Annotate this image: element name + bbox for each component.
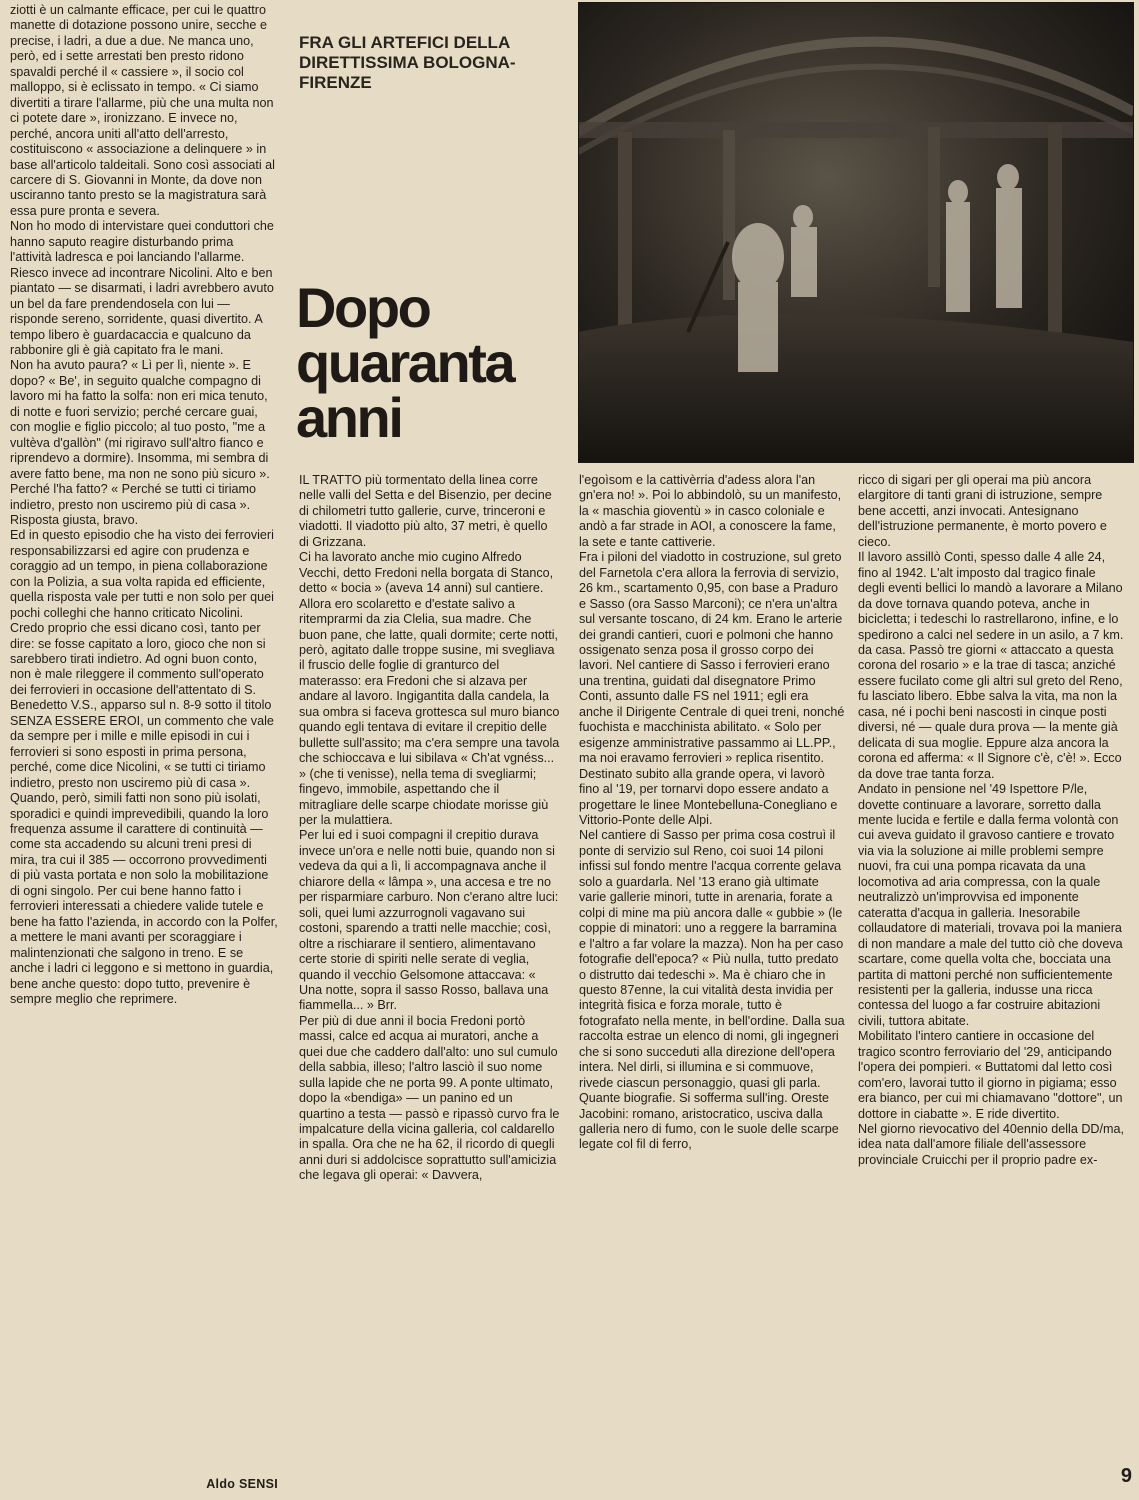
column-3-text [579, 473, 845, 1475]
page-number: 9 [1120, 1465, 1132, 1487]
author-byline: Aldo SENSI [206, 1477, 278, 1491]
column-4-paragraphs: ricco di sigari per gli operai ma più ancora elargitore di tanti grani di istruzione, sempre bene accetti, anzi invocati. Antesignano dell'istruzione permanente, è morto povero e cieco. Il lavoro assillò Conti, spesso dalle 4 alle 24, fino al 1942. L'alt imposto dal tragico finale degli eventi bellici lo mandò a lavorare a Milano da dove tornava quando poteva, anche in bicicletta; i tedeschi lo rastrellarono, infine, e lo spedirono a calci nel sedere in un asilo, a 7 km. da casa. Passò tre giorni « attaccato a questa corona del rosario » e la trae di tasca; anziché essere fucilato come gli altri sul greto del Reno, fu lasciato libero. Ebbe salva la vita, ma non la casa, né i pochi beni nascosti in cinque posti diversi, né — quale dura prova — la mente già delicata di sua moglie. Eppure alza ancora la corona ed afferma: « Il Signore c'è, c'è! ». Ecco da dove trae tanta forza. Andato in pensione nel '49 Ispettore P/le, dovette continuare a lavorare, sorretto dalla mente lucida e fertile e dalla ferma volontà con cui aveva guidato il gravoso cantiere e trovato via via la soluzione ai mille problemi sempre nuovi, fra cui una pompa ricavata da una locomotiva ad aria compressa, con la quale neutralizzò un'improvvisa ed imponente cateratta d'acqua in galleria. Inesorabile collaudatore di materiali, trovava poi la maniera di non mandare a male del tutto ciò che doveva scartare, come quella volta che, bocciata una partita di mattoni perché non sufficientemente resistenti per la galleria, indusse una ricca contessa del luogo a far costruire abitazioni civili, tuttora abitate. Mobilitato l'intero cantiere in occasione del tragico scontro ferroviario del '29, anticipando l'opera dei pompieri. « Buttatomi dal letto così com'ero, lavorai tutto il giorno in pigiama; esso era bianco, per cui mi chiamavano "dottore", un dottore in ciabatte ». E ride divertito. Nel giorno rievocativo del 40ennio della DD/ma, idea nata dall'amore filiale dell'assessore provinciale Cruicchi per il proprio padre ex- [858, 473, 1125, 1167]
column-2-paragraphs: IL TRATTO più tormentato della linea corre nelle valli del Setta e del Bisenzio, per decine di chilometri tutto gallerie, curve, trinceroni e viadotti. Il viadotto più alto, 37 metri, è quello di Grizzana. Ci ha lavorato anche mio cugino Alfredo Vecchi, detto Fredoni nella borgata di Stanco, detto « bocia » (aveva 14 anni) sul cantiere. Allora ero scolaretto e d'estate salivo a ritemprarmi da zia Clelia, sua madre. Che buon pane, che latte, quali dormite; certe notti, però, agitato dalle troppe susine, mi svegliava il fruscio delle foglie di granturco del materasso: era Fredoni che si alzava per andare al lavoro. Ingigantita dalla candela, la sua ombra si faceva grottesca sul muro bianco quando egli tentava di evitare il crepitio delle bullette sull'assito; ma c'era sempre una tavola che schioccava e lui sibilava « Ch'at vgnéss... » (che ti venisse), nella tema di svegliarmi; fingevo, immobile, aspettando che il mitragliare delle scarpe chiodate morisse giù per la mulattiera. Per lui ed i suoi compagni il crepitio durava invece un'ora e nelle notti buie, quando non si vedeva da qui a lì, li accompagnava anche il chiarore della « lâmpa », una accesa e tre no per risparmiare carburo. Non c'erano altre luci: soli, quei lumi azzurrognoli vagavano sui costoni, sparendo a tratti nelle macchie; così, oltre a rischiarare il sentiero, alimentavano certe storie di spiriti nelle serate di veglia, quando il vecchio Gelsomone attaccava: « Una notte, sopra il sasso Rosso, ballava una fiammella... » Brr. Per più di due anni il bocia Fredoni portò massi, calce ed acqua ai muratori, anche a quei due che caddero dall'alto: uno sul cumulo della sabbia, illeso; l'altro lasciò il suo nome sulla lapide che ne porta 99. A ponte ultimato, dopo la «bendiga» — un panino ed un quartino a testa — passò e ripassò curvo fra le impalcature della vicina galleria, col caldarello in spalla. Ora che ne ha 62, il ricordo di quegli anni duri si addolcisce soprattutto sull'amicizia che legava gli operai: « Davvera, [299, 473, 560, 1183]
tunnel-workers-photo [578, 2, 1134, 463]
article-headline: Dopo quaranta anni [296, 276, 514, 449]
column-3-paragraphs: l'egoìsom e la cattivèrria d'adess alora l'an gn'era no! ». Poi lo abbindolò, su un manifesto, la « maschia gioventù » in casco coloniale e andò a far strade in AOI, a conoscere la fame, la sete e tante cattiverie. Fra i piloni del viadotto in costruzione, sul greto del Farnetola c'era allora la ferrovia di servizio, 26 km., scartamento 0,95, con base a Praduro e Sasso (ora Sasso Marconi); ce n'era un'altra sul versante toscano, di 24 km. Erano le arterie dei grandi cantieri, cuori e polmoni che hanno ossigenato senza posa il grosso corpo dei lavori. Nel cantiere di Sasso i ferrovieri erano una trentina, guidati dal disegnatore Primo Conti, assunto dalle FS nel 1911; egli era anche il Dirigente Centrale di quei treni, nonché fuochista e macchinista abilitato. « Solo per esigenze amministrative passammo ai LL.PP., ma noi eravamo ferrovieri » replica risentito. Destinato subito alla grande opera, vi lavorò fino al '19, per tornarvi dopo essere andato a progettare le linee Montebelluna-Conegliano e Vittorio-Ponte delle Alpi. Nel cantiere di Sasso per prima cosa costruì il ponte di servizio sul Reno, coi suoi 14 piloni infissi sul fondo mentre l'acqua corrente gelava solo a guardarla. Nel '13 erano già ultimate varie gallerie minori, tutte in arenaria, forate a colpi di mine ma più ancora dalle « gubbie » (le coppie di minatori: uno a reggere la barramina e l'altro a far volare la mazza). Non ha per caso fotografie dell'epoca? « Più nulla, tutto predato o distrutto dai tedeschi ». Ma è chiaro che in questo 87enne, la cui vitalità desta invidia per integrità fisica e forza morale, tutto è fotografato nella mente, in bell'ordine. Dalla sua raccolta estrae un elenco di nomi, gli ingegneri che si sono succeduti alla direzione dell'opera intera. Nel dirli, si illumina e si commuove, rivede ciascun personaggio, quasi gli parla. Quante biografie. Si sofferma sull'ing. Oreste Jacobini: romano, aristocratico, usciva dalla galleria nero di fumo, con le suole delle scarpe legate col fil di ferro, [579, 473, 845, 1152]
column-2-text [299, 473, 560, 1475]
article-kicker: FRA GLI ARTEFICI DELLA DIRETTISSIMA BOLOGNA-FIRENZE [299, 33, 516, 92]
column-1-text [10, 3, 278, 1463]
column-4-text [858, 473, 1125, 1475]
column-1-paragraphs: ziotti è un calmante efficace, per cui le quattro manette di dotazione possono unire, secche e precise, i ladri, a due a due. Ne manca uno, però, ed i sette arrestati ben presto ridono spavaldi perché il « cassiere », il socio col malloppo, si è eclissato in tempo. « Ci siamo divertiti a tirare l'allarme, più che una multa non ci potete dare », ironizzano. E invece no, perché, ancora uniti all'atto dell'arresto, costituiscono « associazione a delinquere » in base all'articolo taldeitali. Sono così associati al carcere di S. Giovanni in Monte, da dove non usciranno tanto presto se la magistratura sarà essa pure pronta e severa. Non ho modo di intervistare quei conduttori che hanno saputo reagire disturbando prima l'attività ladresca e poi lanciando l'allarme. Riesco invece ad incontrare Nicolini. Alto e ben piantato — se disarmati, i ladri avrebbero avuto un bel da fare prendendosela con lui — risponde sereno, sorridente, quasi divertito. A tempo libero è guardacaccia e qualcuno da rabbonire gli è già capitato fra le mani. Non ha avuto paura? « Lì per lì, niente ». E dopo? « Be', in seguito qualche compagno di lavoro mi ha fatto la solfa: non eri mica tenuto, di notte e fuori servizio; perché cercare guai, con moglie e figlio piccolo; al tuo posto, "me a vultèva d'gallòn" (mi rigiravo sull'altro fianco e riprendevo a dormire). Insomma, mi sembra di avere fatto bene, ma non ne sono più sicuro ». Perché l'ha fatto? « Perché se tutti ci tiriamo indietro, presto non usciremo più di casa ». Risposta giusta, bravo. Ed in questo episodio che ha visto dei ferrovieri responsabilizzarsi ed agire con prudenza e coraggio ad un tempo, in piena collaborazione con la Polizia, a sua volta rapida ed efficiente, quella risposta vale per tutti e non solo per quei pochi colleghi che hanno criticato Nicolini. Credo proprio che essi dicano così, tanto per dire: se fosse capitato a loro, gioco che non si sarebbero tirati indietro. Ad ogni buon conto, non è male rileggere il commento sull'operato dei ferrovieri in occasione dell'attentato di S. Benedetto V.S., apparso sul n. 8-9 sotto il titolo SENZA ESSERE EROI, un commento che vale da sempre per i mille e mille episodi in cui i ferrovieri si sono esposti in prima persona, perché, come dice Nicolini, « se tutti ci tiriamo indietro, presto non usciremo più di casa ». Quando, però, simili fatti non sono più isolati, sporadici e quindi imprevedibili, quando la loro frequenza assume il carattere di continuità — come sta accadendo su alcuni treni presi di mira, tra cui il 385 — occorrono provvedimenti di più vasta portata e non solo la mobilitazione di ogni singolo. Per cui bene hanno fatto i ferrovieri interessati a chiedere valide tutele e bene ha fatto l'azienda, in accordo con la Polfer, a mettere le mani avanti per scoraggiare i malintenzionati che salgono in treno. E se anche i ladri ci leggono e si mettono in guardia, bene anche questo: dopo tutto, prevenire è sempre meglio che reprimere. [10, 3, 278, 1006]
